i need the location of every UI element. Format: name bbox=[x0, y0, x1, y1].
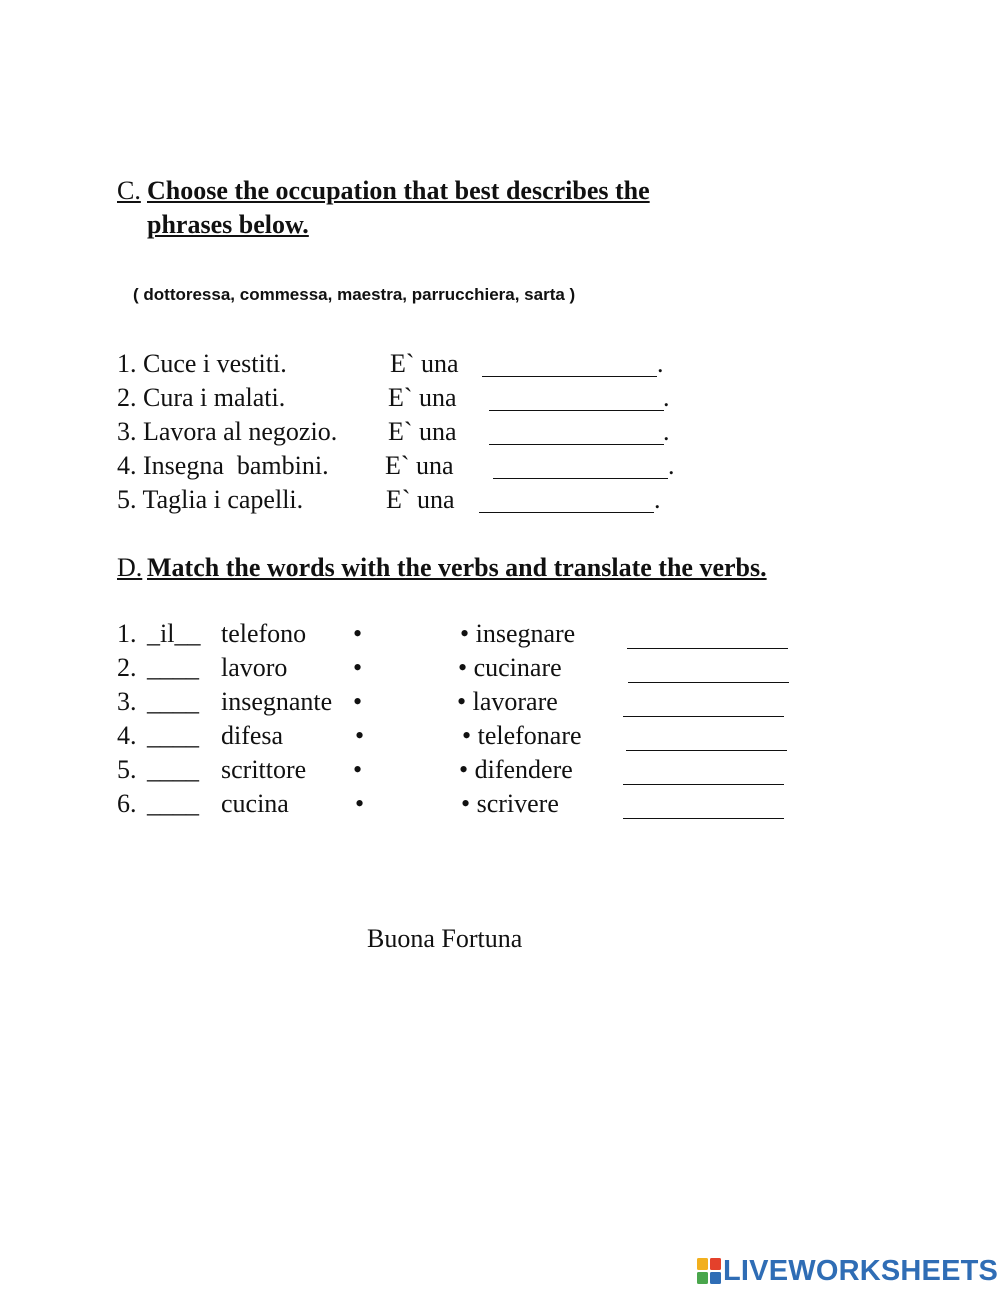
period-2: . bbox=[663, 383, 670, 412]
row-number-6: 6. bbox=[117, 789, 137, 818]
section-d-heading: Match the words with the verbs and translate the verbs. bbox=[147, 553, 767, 582]
prompt-4: E` una bbox=[385, 451, 454, 480]
article-4[interactable]: ____ bbox=[147, 721, 199, 750]
translation-blank-2[interactable] bbox=[628, 682, 789, 683]
phrase-3: 3. Lavora al negozio. bbox=[117, 417, 338, 446]
article-2[interactable]: ____ bbox=[147, 653, 199, 682]
closing-text: Buona Fortuna bbox=[367, 924, 523, 953]
row-number-4: 4. bbox=[117, 721, 137, 750]
article-6[interactable]: ____ bbox=[147, 789, 199, 818]
section-d-letter: D. bbox=[117, 553, 143, 582]
verb-5[interactable]: • difendere bbox=[459, 755, 573, 784]
verb-6[interactable]: • scrivere bbox=[461, 789, 559, 818]
period-3: . bbox=[663, 417, 670, 446]
period-5: . bbox=[654, 485, 661, 514]
verb-2[interactable]: • cucinare bbox=[458, 653, 562, 682]
prompt-5: E` una bbox=[386, 485, 455, 514]
article-3[interactable]: ____ bbox=[147, 687, 199, 716]
match-dot-left-1[interactable]: • bbox=[353, 619, 363, 648]
verb-1[interactable]: • insegnare bbox=[460, 619, 576, 648]
period-1: . bbox=[657, 349, 664, 378]
noun-2: lavoro bbox=[221, 653, 288, 682]
answer-blank-2[interactable] bbox=[489, 410, 664, 411]
answer-blank-4[interactable] bbox=[493, 478, 668, 479]
match-dot-left-6[interactable]: • bbox=[355, 789, 365, 818]
period-4: . bbox=[668, 451, 675, 480]
noun-1: telefono bbox=[221, 619, 307, 648]
answer-blank-5[interactable] bbox=[479, 512, 654, 513]
answer-blank-1[interactable] bbox=[482, 376, 657, 377]
article-1[interactable]: _il__ bbox=[147, 619, 201, 648]
row-number-5: 5. bbox=[117, 755, 137, 784]
prompt-2: E` una bbox=[388, 383, 457, 412]
phrase-5: 5. Taglia i capelli. bbox=[117, 485, 304, 514]
phrase-1: 1. Cuce i vestiti. bbox=[117, 349, 287, 378]
article-5[interactable]: ____ bbox=[147, 755, 199, 784]
translation-blank-5[interactable] bbox=[623, 784, 784, 785]
section-c-heading-line1: Choose the occupation that best describes the bbox=[147, 176, 650, 205]
verb-3[interactable]: • lavorare bbox=[457, 687, 558, 716]
section-c-heading-line2: phrases below. bbox=[147, 210, 309, 239]
section-c-letter: C. bbox=[117, 176, 141, 205]
translation-blank-3[interactable] bbox=[623, 716, 784, 717]
noun-4: difesa bbox=[221, 721, 284, 750]
row-number-2: 2. bbox=[117, 653, 137, 682]
word-bank: ( dottoressa, commessa, maestra, parrucchiera, sarta ) bbox=[133, 285, 576, 304]
answer-blank-3[interactable] bbox=[489, 444, 664, 445]
liveworksheets-logo-text: LIVEWORKSHEETS bbox=[723, 1254, 999, 1287]
row-number-1: 1. bbox=[117, 619, 137, 648]
noun-3: insegnante bbox=[221, 687, 333, 716]
liveworksheets-logo bbox=[697, 1255, 998, 1287]
phrase-4: 4. Insegna bambini. bbox=[117, 451, 329, 480]
translation-blank-6[interactable] bbox=[623, 818, 784, 819]
liveworksheets-logo-icon bbox=[697, 1258, 721, 1284]
translation-blank-1[interactable] bbox=[627, 648, 788, 649]
noun-6: cucina bbox=[221, 789, 289, 818]
match-dot-left-2[interactable]: • bbox=[353, 653, 363, 682]
prompt-3: E` una bbox=[388, 417, 457, 446]
noun-5: scrittore bbox=[221, 755, 307, 784]
match-dot-left-3[interactable]: • bbox=[353, 687, 363, 716]
row-number-3: 3. bbox=[117, 687, 137, 716]
verb-4[interactable]: • telefonare bbox=[462, 721, 582, 750]
prompt-1: E` una bbox=[390, 349, 459, 378]
match-dot-left-4[interactable]: • bbox=[355, 721, 365, 750]
phrase-2: 2. Cura i malati. bbox=[117, 383, 286, 412]
translation-blank-4[interactable] bbox=[626, 750, 787, 751]
match-dot-left-5[interactable]: • bbox=[353, 755, 363, 784]
